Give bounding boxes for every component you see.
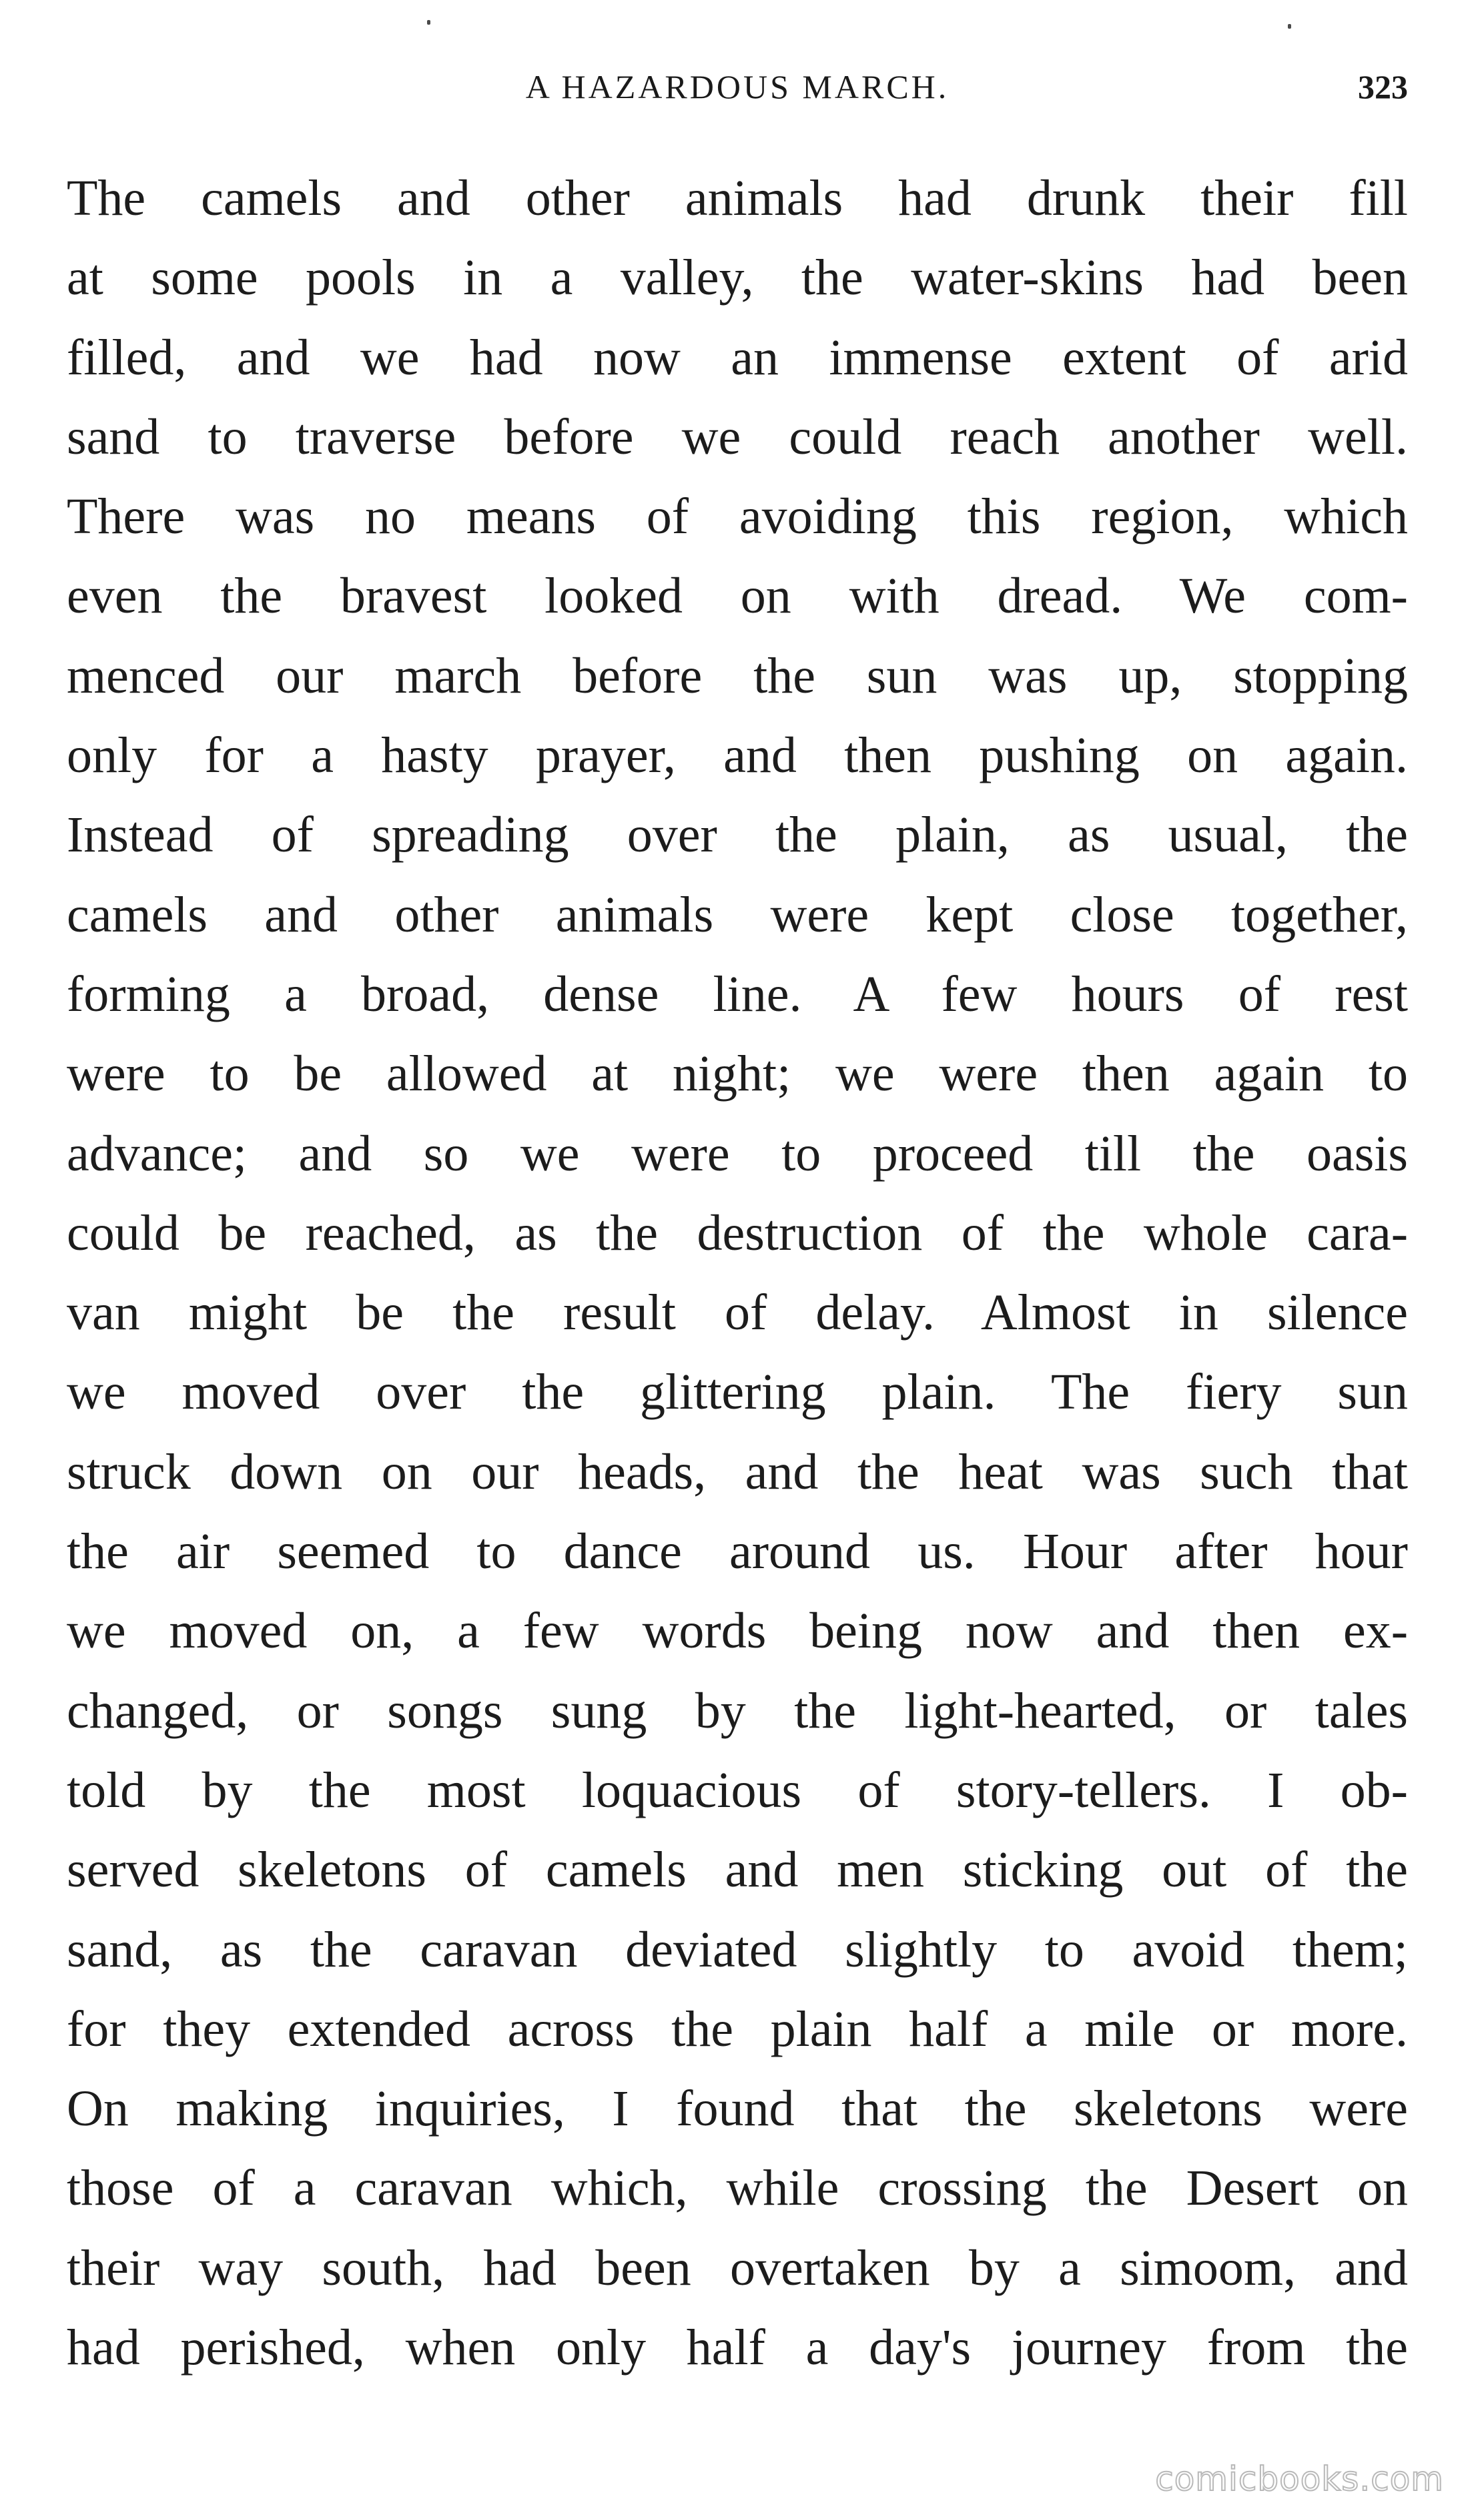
running-title: A HAZARDOUS MARCH. bbox=[525, 68, 950, 105]
text-line: even the bravest looked on with dread. We com- bbox=[67, 568, 1408, 625]
watermark: comicbooks.com bbox=[1155, 2460, 1444, 2498]
scan-speck bbox=[427, 20, 430, 25]
text-line: for they extended across the plain half a mile or more. bbox=[67, 2001, 1408, 2057]
text-line: those of a caravan which, while crossing the Desert on bbox=[67, 2160, 1408, 2217]
text-line: Instead of spreading over the plain, as usual, the bbox=[67, 807, 1408, 863]
body-text bbox=[67, 159, 1408, 2388]
text-line: could be reached, as the destruction of the whole cara- bbox=[67, 1204, 1408, 1261]
text-line: The camels and other animals had drunk their fill bbox=[67, 170, 1408, 226]
scan-speck bbox=[1288, 24, 1291, 29]
text-line: On making inquiries, I found that the skeletons were bbox=[67, 2081, 1408, 2137]
text-line: advance; and so we were to proceed till the oasis bbox=[67, 1125, 1408, 1182]
running-head bbox=[67, 63, 1408, 110]
text-line: were to be allowed at night; we were then again to bbox=[67, 1046, 1408, 1102]
text-line: only for a hasty prayer, and then pushing on again. bbox=[67, 727, 1408, 784]
text-line: There was no means of avoiding this region, which bbox=[67, 488, 1408, 545]
text-line: their way south, had been overtaken by a simoom, and bbox=[67, 2239, 1408, 2296]
text-line: filled, and we had now an immense extent of arid bbox=[67, 329, 1408, 386]
page-number: 323 bbox=[1358, 68, 1408, 105]
text-line: served skeletons of camels and men sticking out of the bbox=[67, 1842, 1408, 1898]
text-line: we moved on, a few words being now and then ex- bbox=[67, 1603, 1408, 1660]
text-line: van might be the result of delay. Almost in silence bbox=[67, 1285, 1408, 1341]
text-line: struck down on our heads, and the heat was such that bbox=[67, 1443, 1408, 1500]
text-line: menced our march before the sun was up, stopping bbox=[67, 647, 1408, 704]
text-line: camels and other animals were kept close together, bbox=[67, 886, 1408, 943]
text-line: sand, as the caravan deviated slightly to avoid them; bbox=[67, 1921, 1408, 1978]
text-line: told by the most loquacious of story-tellers. I ob- bbox=[67, 1762, 1408, 1818]
text-line: the air seemed to dance around us. Hour after hour bbox=[67, 1523, 1408, 1580]
text-line: at some pools in a valley, the water-skins had been bbox=[67, 250, 1408, 306]
text-line: sand to traverse before we could reach another well. bbox=[67, 408, 1408, 465]
text-line: changed, or songs sung by the light-hearted, or tales bbox=[67, 1682, 1408, 1739]
text-line: forming a broad, dense line. A few hours of rest bbox=[67, 966, 1408, 1022]
text-line: we moved over the glittering plain. The fiery sun bbox=[67, 1364, 1408, 1421]
text-line: had perished, when only half a day's journey from the bbox=[67, 2319, 1408, 2376]
